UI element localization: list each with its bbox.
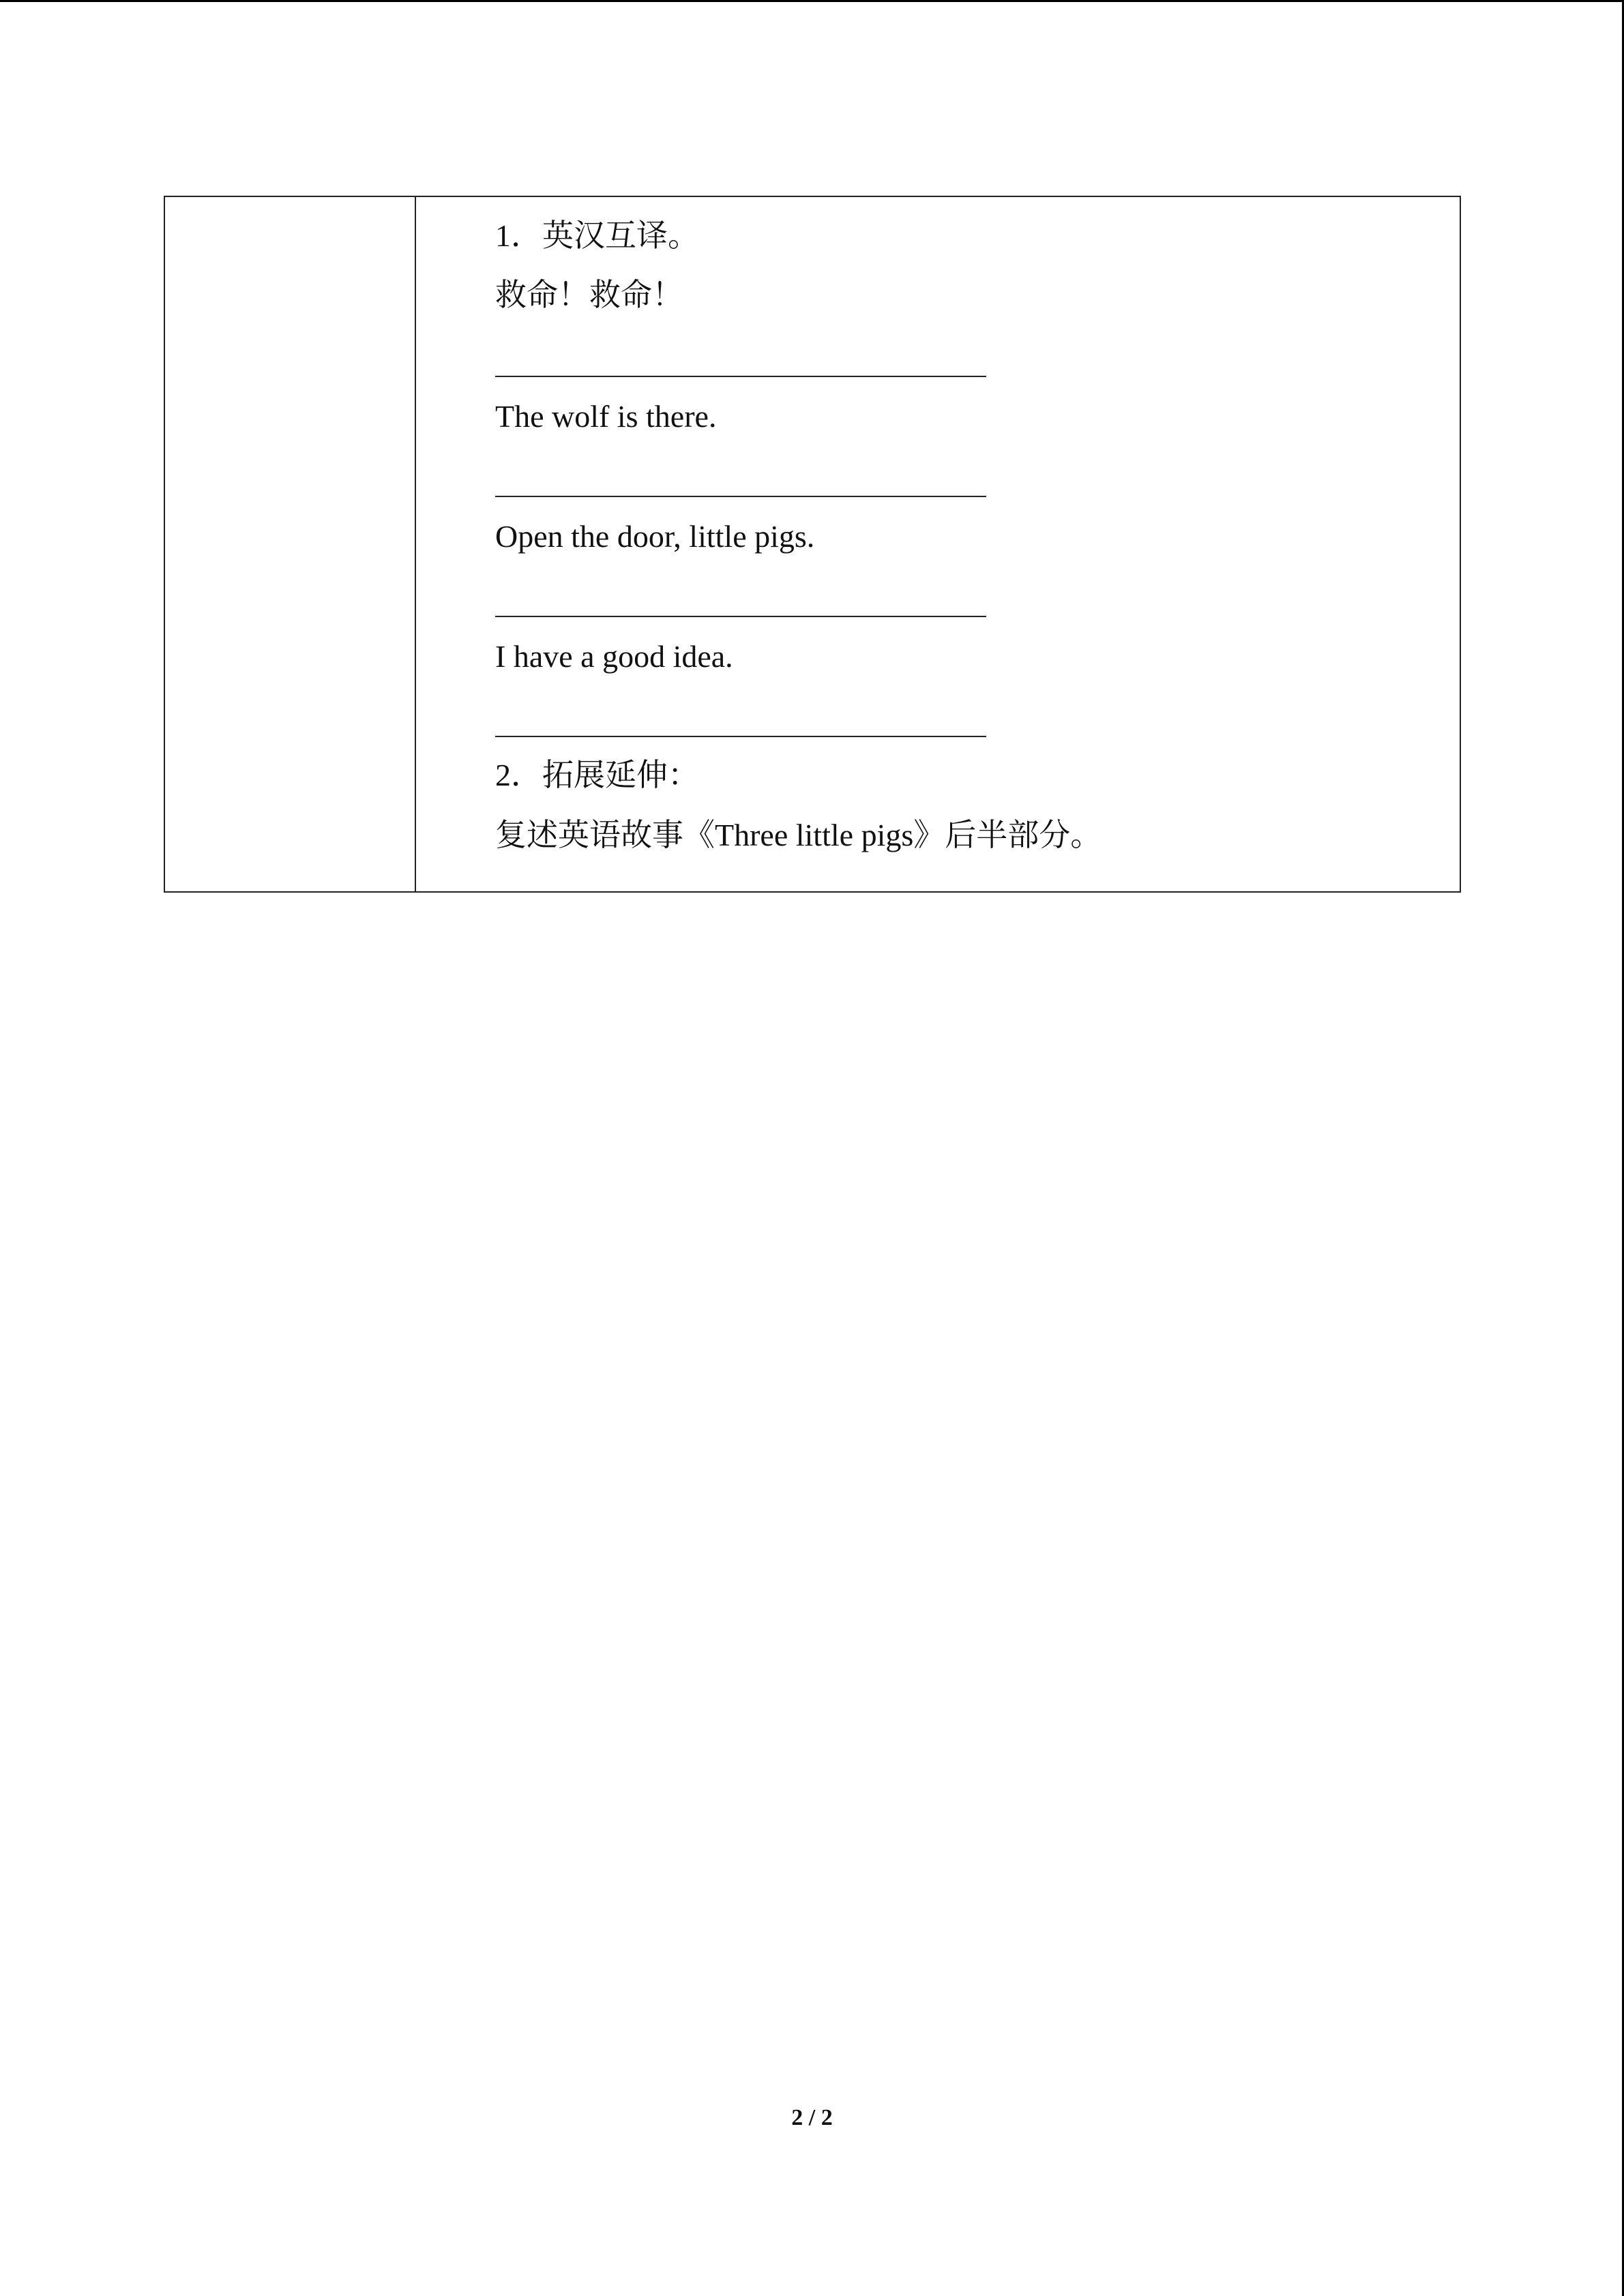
translation-item-2: The wolf is there. xyxy=(495,399,717,434)
translation-item-3: Open the door, little pigs. xyxy=(495,519,815,554)
page-top-border xyxy=(0,0,1624,2)
answer-line-2[interactable] xyxy=(495,496,986,497)
answer-line-4[interactable] xyxy=(495,736,986,737)
section2-heading: 2．拓展延伸： xyxy=(495,758,699,792)
translation-item-4: I have a good idea. xyxy=(495,639,733,674)
translation-item-1: 救命！救命！ xyxy=(495,278,683,312)
page-number: 2 / 2 xyxy=(791,2105,833,2130)
section2-task: 复述英语故事《Three little pigs》后半部分。 xyxy=(495,818,1102,852)
answer-line-3[interactable] xyxy=(495,616,986,617)
exercise-content xyxy=(252,196,1460,891)
answer-line-1[interactable] xyxy=(495,376,986,377)
section1-heading: 1．英汉互译。 xyxy=(495,218,699,253)
